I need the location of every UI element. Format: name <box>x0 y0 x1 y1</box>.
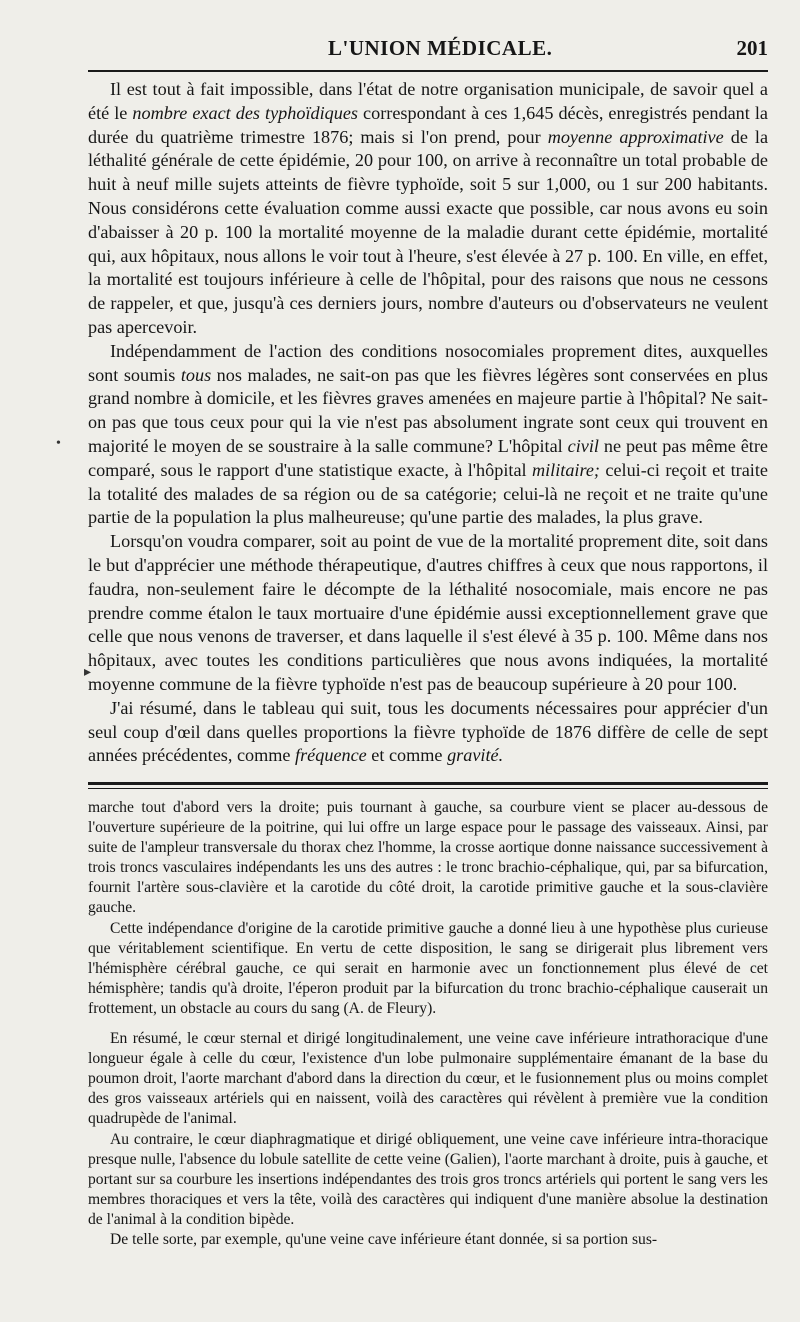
paragraph <box>88 340 768 530</box>
feuilleton-text <box>88 798 768 1250</box>
paragraph: Au contraire, le cœur diaphragmatique et dirigé obliquement, une veine cave inférieure intra-thoracique presque nulle, l'absence du lobule satellite de cette veine (Galien), l'aorte marchant à droite, puis à gauche, et portant sur sa courbure les insertions indépendantes des trois gros troncs artériels qui portent le sang vers les membres thoraciques et vers la tête, voilà des caractères qui indiquent d'une manière absolue la destination de l'animal à la condition bipède. <box>88 1130 768 1228</box>
margin-dot: • <box>56 436 61 451</box>
paragraph-text: nos malades, ne sait-on pas que les fièvres légères sont conservées en plus grand nombre à domicile, et les fièvres graves amenées en majeure partie à l'hôpital? Ne sait-on pas que tous ceux pour qui la vie n'est pas absolument ingrate sont ceux qui trouvent en majorité le moyen de se soustraire à la salle commune? L'hôpital <box>88 364 768 456</box>
paragraph-gap <box>88 1019 768 1029</box>
page-number: 201 <box>736 36 768 60</box>
paragraph-text: J'ai résumé, dans le tableau qui suit, tous les documents nécessaires pour apprécier d'un seul coup d'œil dans quelles proportions la fièvre typhoïde de 1876 diffère de celle de sept années précédentes, comme <box>88 697 768 766</box>
paragraph-text: ne peut pas même être comparé, sous le rapport d'une statistique exacte, à l'hôpital <box>88 435 768 480</box>
italic-phrase: militaire; <box>531 459 600 480</box>
header-rule <box>88 70 768 72</box>
paragraph-text: correspondant à ces 1,645 décès, enregistrés pendant la durée du quatrième trimestre 1876; mais si l'on prend, pour <box>88 102 769 147</box>
main-article-text <box>88 78 768 768</box>
paragraph-text: Il est tout à fait impossible, dans l'état de notre organisation municipale, de savoir quel a été le <box>88 79 768 123</box>
paragraph-text: et comme <box>366 745 448 766</box>
section-rule-thin <box>88 788 768 789</box>
paragraph-text: celui-ci reçoit et traite la totalité des malades de sa région ou de sa catégorie; celui-là ne reçoit et ne traite qu'une partie de la population la plus malheureuse; qu'une partie des malades, la plus grave. <box>88 459 768 528</box>
paragraph: marche tout d'abord vers la droite; puis tournant à gauche, sa courbure vient se placer au-dessous de l'ouverture supérieure de la poitrine, qui lui offre un large espace pour le passage des vaisseaux. Ainsi, par suite de l'ampleur transversale du thorax chez l'homme, la crosse aortique donne naissance successivement à trois troncs vasculaires indépendants les uns des autres : le tronc brachio-céphalique, qui, par sa bifurcation, fournit l'artère sous-clavière et la carotide du côté droit, la carotide primitive gauche et la sous-clavière gauche. <box>88 799 768 917</box>
margin-arrow-icon: ▸ <box>84 665 92 680</box>
running-header <box>88 36 768 66</box>
paragraph: Cette indépendance d'origine de la carotide primitive gauche a donné lieu à une hypothèse plus curieuse que véritablement scientifique. En vertu de cette disposition, le sang se dirigerait plus librement vers l'hémisphère cérébral gauche, ce qui serait en harmonie avec un fonctionnement plus élevé de cet hémisphère; tandis qu'à droite, l'éperon produit par la bifurcation du tronc brachio-céphalique causerait un frottement, un obstacle au cours du sang (A. de Fleury). <box>88 919 768 1017</box>
italic-phrase: fréquence <box>295 745 367 766</box>
paragraph: En résumé, le cœur sternal et dirigé longitudinalement, une veine cave inférieure intrathoracique d'une longueur égale à celle du cœur, l'existence d'un lobe pulmonaire supplémentaire émanant de la base du poumon droit, l'aorte marchant d'abord dans la direction du cœur, et le fusionnement plus ou moins complet des gros vaisseaux artériels qui en naissent, voilà des caractères qui révèlent à première vue la condition quadrupède de l'animal. <box>88 1030 768 1128</box>
italic-phrase: civil <box>567 435 599 456</box>
paragraph-text: Indépendamment de l'action des conditions nosocomiales proprement dites, auxquelles sont soumis <box>88 340 768 385</box>
italic-phrase: moyenne approximative <box>547 126 724 147</box>
paragraph: De telle sorte, par exemple, qu'une veine cave inférieure étant donnée, si sa portion sus- <box>110 1230 658 1248</box>
paragraph <box>88 697 768 768</box>
journal-title: L'UNION MÉDICALE. <box>328 36 553 60</box>
italic-phrase: nombre exact des typhoïdiques <box>132 102 358 123</box>
section-rule-thick <box>88 782 768 785</box>
italic-phrase: tous <box>180 364 212 385</box>
italic-phrase: gravité. <box>447 745 504 766</box>
paragraph <box>88 78 768 340</box>
paragraph: Lorsqu'on voudra comparer, soit au point de vue de la mortalité proprement dite, soit dans le but d'apprécier une méthode thérapeutique, d'autres chiffres à ceux que nous rapportons, il faudra, non-seulement faire le décompte de la léthalité nosocomiale, mais encore ne pas prendre comme étalon le taux mortuaire d'une épidémie aussi exceptionnellement grave que celle que nous venons de traverser, et dans laquelle il s'est élevé à 35 p. 100. Même dans nos hôpitaux, avec toutes les conditions particulières que nous avons indiquées, la mortalité moyenne commune de la fièvre typhoïde n'est pas de beaucoup supérieure à 20 pour 100. <box>88 531 768 694</box>
paragraph-text: de la léthalité générale de cette épidémie, 20 pour 100, on arrive à reconnaître un total probable de huit à neuf mille sujets atteints de fièvre typhoïde, soit 5 sur 1,000, ou 1 sur 200 habitants. Nous considérons cette évaluation comme aussi exacte que possible, car nous avons eu soin d'abaisser à 20 p. 100 la mortalité moyenne de la maladie durant cette épidémie, mortalité qui, aux hôpitaux, nous allons le voir tout à l'heure, s'est élevée à 27 p. 100. En ville, en effet, la mortalité est toujours inférieure à celle de l'hôpital, pour des raisons que nous ne cessons de rappeler, et que, jusqu'à ces derniers jours, nombre d'auteurs ou d'observateurs ne veulent pas apercevoir. <box>88 126 769 337</box>
